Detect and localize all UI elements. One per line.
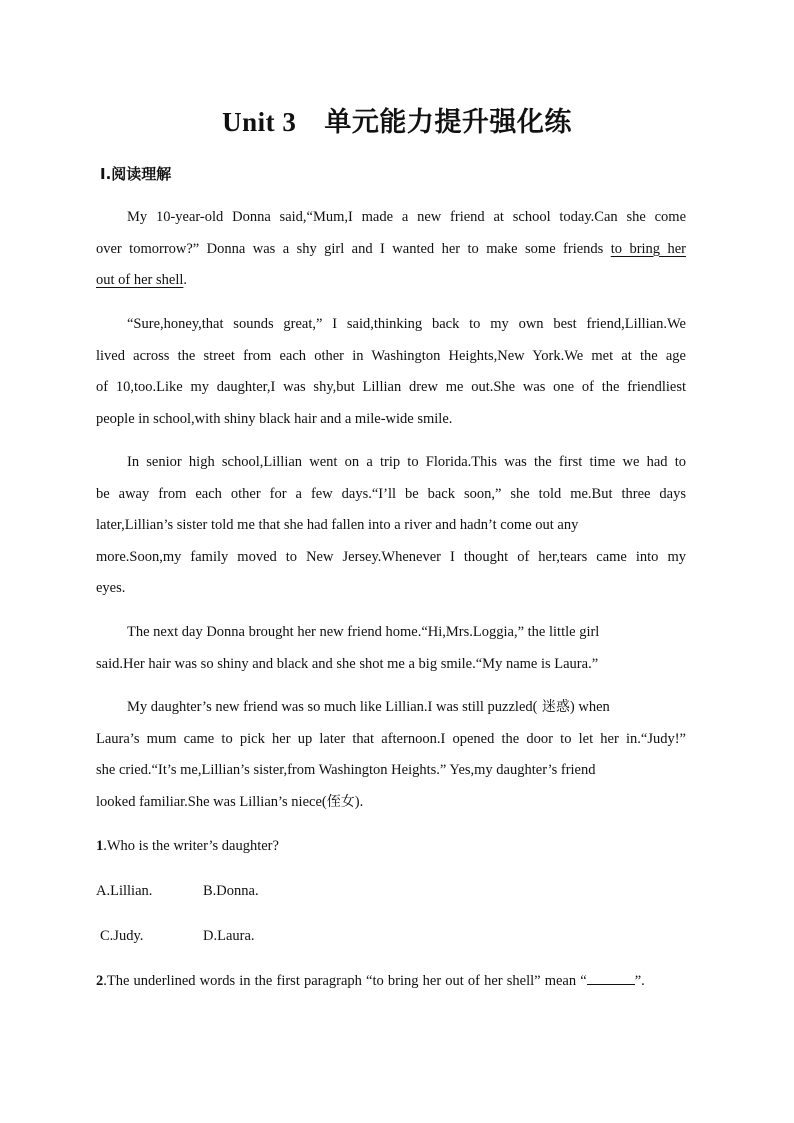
- page-title: [0, 100, 794, 139]
- chinese-gloss: 侄女: [326, 793, 355, 810]
- option-a: A.Lillian.: [96, 883, 153, 899]
- paragraph-3: [96, 447, 686, 605]
- chinese-gloss: 迷惑: [537, 699, 570, 715]
- question-text: .The underlined words in the first paragraph “to bring her out of her shell” mean “: [103, 973, 587, 989]
- question-1: [96, 836, 686, 856]
- paragraph-line: she cried.“It’s me,Lillian’s sister,from Washington Heights.” Yes,my daughter’s friend: [96, 762, 596, 778]
- option-b: B.Donna.: [203, 883, 259, 899]
- underlined-phrase: out of her shell: [96, 272, 184, 288]
- paragraph-line: [96, 265, 686, 297]
- paragraph-line: [96, 787, 686, 819]
- text-run: ) when: [569, 699, 610, 715]
- text-run: ).: [354, 793, 364, 810]
- question-text-end: ”.: [634, 973, 645, 989]
- paragraph-line: eyes.: [96, 580, 126, 596]
- paragraph-line: people in school,with shiny black hair and a mile-wide smile.: [96, 410, 453, 427]
- text-run: .: [183, 272, 188, 288]
- paragraph-line: lived across the street from each other in Washington Heights,New York.We met at the age: [96, 347, 686, 364]
- paragraph-2: [96, 309, 686, 435]
- paragraph-line: Laura’s mum came to pick her up later that afternoon.I opened the door to let her in.“Judy!”: [96, 730, 686, 747]
- question-number: 1: [96, 838, 104, 854]
- underlined-phrase: to bring her: [610, 240, 686, 257]
- paragraph-line: be away from each other for a few days.“I’ll be back soon,” she told me.But three days: [96, 485, 686, 502]
- paragraph-line: In senior high school,Lillian went on a trip to Florida.This was the first time we had to: [127, 454, 686, 470]
- paragraph-1: [96, 202, 686, 297]
- paragraph-line: [96, 234, 686, 266]
- text-run: over tomorrow?” Donna was a shy girl and I wanted her to make some friends: [96, 240, 611, 257]
- option-c: C.Judy.: [100, 928, 144, 944]
- title-chinese: 单元能力提升强化练: [324, 107, 572, 138]
- paragraph-line: My 10-year-old Donna said,“Mum,I made a new friend at school today.Can she come: [127, 209, 686, 225]
- question-text: .Who is the writer’s daughter?: [103, 838, 279, 854]
- text-run: looked familiar.She was Lillian’s niece(: [96, 793, 327, 810]
- paragraph-line: of 10,too.Like my daughter,I was shy,but Lillian drew me out.She was one of the friendliest: [96, 379, 686, 395]
- title-unit: Unit 3: [222, 107, 297, 137]
- question-number: 2: [96, 973, 104, 989]
- paragraph-line: more.Soon,my family moved to New Jersey.Whenever I thought of her,tears came into my: [96, 548, 686, 565]
- section-heading: Ⅰ.阅读理解: [100, 165, 172, 183]
- paragraph-line: “Sure,honey,that sounds great,” I said,thinking back to my own best friend,Lillian.We: [127, 316, 686, 332]
- question-2: [96, 970, 686, 991]
- paragraph-line: later,Lillian’s sister told me that she had fallen into a river and hadn’t come out any: [96, 517, 579, 533]
- text-run: My daughter’s new friend was so much like Lillian.I was still puzzled(: [127, 699, 538, 715]
- paragraph-line: [96, 692, 686, 724]
- paragraph-line: The next day Donna brought her new friend home.“Hi,Mrs.Loggia,” the little girl: [127, 624, 600, 640]
- option-d: D.Laura.: [203, 928, 255, 944]
- paragraph-5: [96, 692, 686, 818]
- paragraph-line: said.Her hair was so shiny and black and she shot me a big smile.“My name is Laura.”: [96, 655, 599, 672]
- paragraph-4: [96, 617, 686, 680]
- answer-blank: [587, 970, 635, 985]
